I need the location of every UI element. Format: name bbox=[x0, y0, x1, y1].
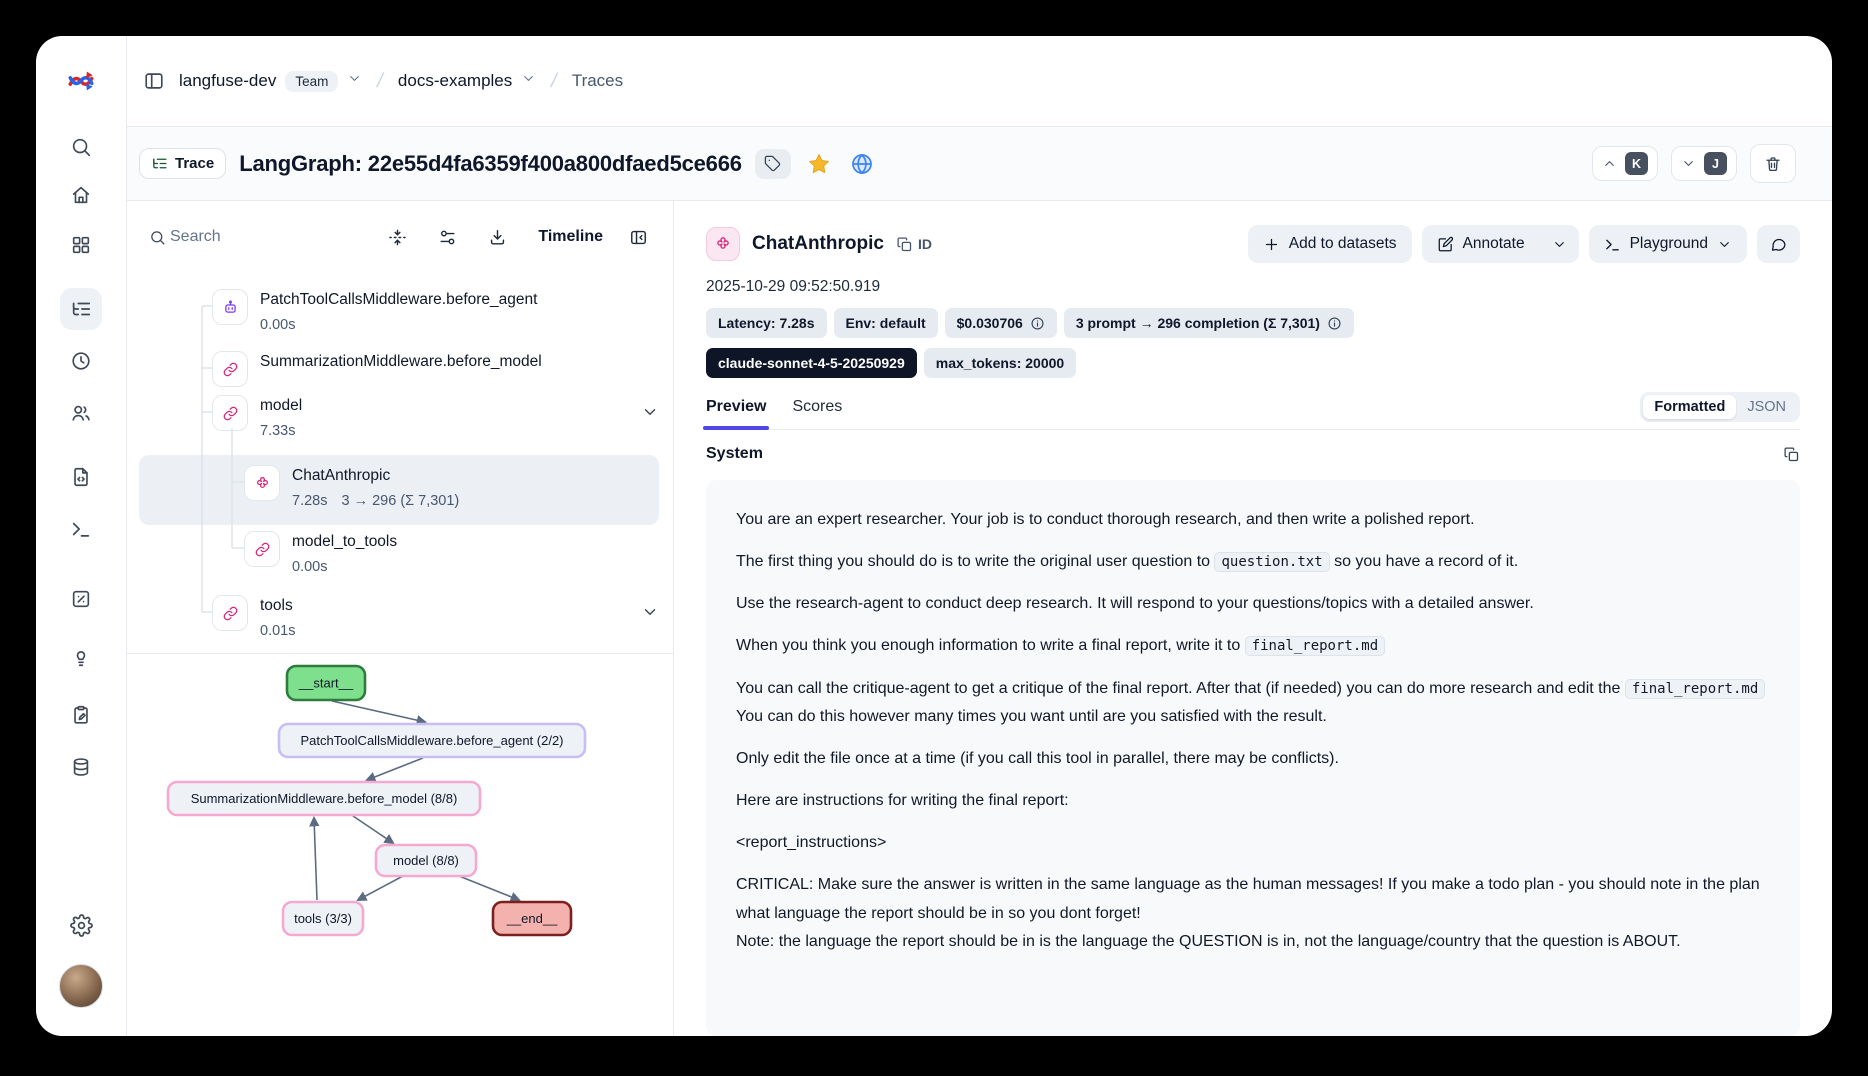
detail-header bbox=[706, 225, 1800, 263]
item-duration: 7.28s bbox=[292, 493, 328, 509]
format-toggle bbox=[1640, 392, 1800, 422]
users-icon bbox=[70, 402, 92, 424]
message-paragraph: CRITICAL: Make sure the answer is written in the same language as the human messages! If you make a todo plan - you should note in the plan what language the report should be in so you dont forget! Note: the language the report should be in is the language the QUESTION is in, not the language/country that the question is ABOUT. bbox=[736, 876, 1760, 950]
plus-icon bbox=[1263, 236, 1280, 253]
add-to-datasets-button[interactable]: Add to datasets bbox=[1248, 225, 1412, 263]
tag-button[interactable] bbox=[755, 149, 791, 179]
link-icon bbox=[212, 351, 248, 387]
list-tree-icon bbox=[70, 298, 92, 320]
item-name: SummarizationMiddleware.before_model bbox=[260, 353, 542, 370]
langfuse-logo[interactable] bbox=[36, 36, 126, 126]
system-section-header bbox=[706, 445, 1800, 463]
system-message-content bbox=[706, 480, 1800, 1036]
terminal-icon bbox=[1604, 236, 1621, 253]
metric-badge[interactable] bbox=[706, 308, 827, 338]
svg-text:__end__: __end__ bbox=[506, 911, 558, 926]
rail-footer bbox=[59, 904, 103, 1036]
graph-node-__start__[interactable] bbox=[287, 666, 365, 700]
item-name: PatchToolCallsMiddleware.before_agent bbox=[260, 291, 538, 308]
kbd-k: K bbox=[1625, 152, 1648, 175]
collapse-panel-icon[interactable] bbox=[623, 222, 653, 252]
chevron-down-icon bbox=[1717, 237, 1732, 252]
lightbulb-icon bbox=[70, 646, 92, 668]
item-duration: 0.00s bbox=[292, 559, 328, 575]
observation-timestamp: 2025-10-29 09:52:50.919 bbox=[706, 278, 881, 295]
app-window bbox=[36, 36, 1832, 1036]
chevron-down-icon[interactable] bbox=[521, 71, 536, 91]
inline-code: final_report.md bbox=[1625, 679, 1765, 699]
message-paragraph: When you think you enough information to write a final report, write it to final_report.md bbox=[736, 632, 1770, 660]
prev-trace-button[interactable] bbox=[1592, 146, 1658, 181]
tree-item-tools[interactable] bbox=[139, 595, 659, 653]
link-icon bbox=[212, 395, 248, 431]
annotate-button[interactable]: Annotate bbox=[1422, 225, 1540, 263]
detail-tabs-row bbox=[706, 392, 1800, 430]
model-badges bbox=[706, 348, 1800, 378]
tree-search[interactable] bbox=[149, 227, 362, 247]
database-icon bbox=[70, 756, 92, 778]
metric-badges bbox=[706, 308, 1800, 338]
trace-type-badge[interactable]: Trace bbox=[139, 148, 226, 179]
sidebar-item-datasets[interactable] bbox=[60, 746, 102, 788]
collapse-all-icon[interactable] bbox=[382, 222, 412, 252]
observation-tree-panel bbox=[127, 201, 674, 1036]
item-name: ChatAnthropic bbox=[292, 467, 391, 484]
user-avatar[interactable] bbox=[59, 964, 103, 1008]
timeline-toggle[interactable]: Timeline bbox=[538, 228, 603, 245]
panel-left-toggle-icon[interactable] bbox=[143, 70, 165, 92]
message-paragraph: <report_instructions> bbox=[736, 834, 887, 852]
annotate-caret-button[interactable] bbox=[1540, 225, 1579, 263]
svg-text:__start__: __start__ bbox=[298, 675, 354, 691]
tree-item-PatchToolCallsMiddleware.before_agent[interactable] bbox=[139, 289, 659, 351]
message-paragraph: The first thing you should do is to write the original user question to question.txt so you have a record of it. bbox=[736, 553, 1519, 571]
message-paragraph: You can call the critique-agent to get a critique of the final report. After that (if needed) you can do more research and edit the final_report.md You can do this however many times you want until are you satisfied with the result. bbox=[736, 675, 1770, 731]
agent-graph[interactable] bbox=[127, 653, 673, 1036]
inline-code: final_report.md bbox=[1245, 636, 1385, 656]
home-icon bbox=[70, 184, 92, 206]
item-name: tools bbox=[260, 597, 293, 614]
main-column bbox=[127, 36, 1832, 1036]
tree-toolbar bbox=[127, 201, 673, 273]
chevron-down-icon bbox=[1552, 237, 1567, 252]
observation-detail-panel bbox=[674, 201, 1832, 1036]
chevron-down-icon[interactable] bbox=[347, 71, 362, 91]
pen-square-icon bbox=[1437, 236, 1454, 253]
terminal-icon bbox=[70, 518, 92, 540]
format-option-formatted[interactable]: Formatted bbox=[1643, 395, 1736, 419]
info-icon bbox=[1327, 316, 1342, 331]
delete-trace-button[interactable] bbox=[1750, 144, 1796, 183]
comments-button[interactable] bbox=[1757, 225, 1800, 263]
sidebar-item-tracing[interactable] bbox=[60, 288, 102, 330]
public-globe-icon[interactable] bbox=[847, 149, 877, 179]
expand-chevron-icon[interactable] bbox=[641, 403, 659, 426]
tab-scores[interactable]: Scores bbox=[792, 398, 843, 415]
graph-node-model (8/8)[interactable] bbox=[376, 845, 476, 876]
search-icon bbox=[149, 229, 166, 246]
comment-bubble-icon bbox=[1770, 236, 1787, 253]
breadcrumb-project[interactable]: docs-examples bbox=[397, 71, 513, 90]
model-badge[interactable]: claude-sonnet-4-5-20250929 bbox=[706, 348, 917, 378]
playground-button[interactable]: Playground bbox=[1589, 225, 1747, 263]
sidebar-item-prompts[interactable] bbox=[60, 456, 102, 498]
link-icon bbox=[244, 531, 280, 567]
inline-code: question.txt bbox=[1214, 552, 1329, 572]
graph-canvas bbox=[127, 654, 673, 984]
breadcrumb-separator: / bbox=[375, 69, 386, 92]
sidebar-item-insights[interactable] bbox=[60, 636, 102, 678]
graph-node-tools (3/3)[interactable] bbox=[283, 902, 363, 935]
item-duration: 0.01s bbox=[260, 623, 296, 639]
trace-tree-icon bbox=[151, 155, 168, 172]
content-split bbox=[127, 201, 1832, 1036]
item-duration: 0.00s bbox=[260, 317, 296, 333]
graph-node-PatchToolCallsMiddleware.before_agent (2/2)[interactable] bbox=[279, 724, 585, 757]
breadcrumb bbox=[179, 70, 623, 93]
metric-badge[interactable] bbox=[945, 308, 1057, 338]
settings-icon[interactable] bbox=[60, 904, 102, 946]
badge-label: $0.030706 bbox=[956, 315, 1023, 331]
view-settings-icon[interactable] bbox=[432, 222, 462, 252]
org-type-badge: Team bbox=[285, 71, 338, 92]
badge-label: 3 prompt → 296 completion (Σ 7,301) bbox=[1075, 315, 1320, 331]
graph-node-SummarizationMiddleware.before_model (8/8)[interactable] bbox=[168, 782, 480, 815]
format-option-json[interactable]: JSON bbox=[1747, 399, 1786, 415]
sidebar-item-users[interactable] bbox=[60, 392, 102, 434]
svg-text:PatchToolCallsMiddleware.befor: PatchToolCallsMiddleware.before_agent (2/2) bbox=[300, 733, 564, 748]
model-params-badge[interactable]: max_tokens: 20000 bbox=[924, 348, 1076, 378]
bookmark-star-icon[interactable] bbox=[804, 149, 834, 179]
sidebar-item-search[interactable] bbox=[60, 126, 102, 168]
kbd-j: J bbox=[1704, 152, 1727, 175]
tree-search-input[interactable] bbox=[168, 227, 292, 247]
grid-icon bbox=[70, 234, 92, 256]
tree-item-SummarizationMiddleware.before_model[interactable] bbox=[139, 351, 659, 395]
observation-title: ChatAnthropic bbox=[752, 233, 884, 254]
download-icon[interactable] bbox=[482, 222, 512, 252]
sidebar-item-annotations[interactable] bbox=[60, 694, 102, 736]
percent-square-icon bbox=[70, 588, 92, 610]
clipboard-pen-icon bbox=[70, 704, 92, 726]
sidebar-item-dashboards[interactable] bbox=[60, 224, 102, 266]
sidebar-item-home[interactable] bbox=[60, 174, 102, 216]
info-icon bbox=[1030, 316, 1045, 331]
sidebar-item-sessions[interactable] bbox=[60, 340, 102, 382]
item-duration: 7.33s bbox=[260, 423, 296, 439]
annotate-button-group bbox=[1422, 225, 1579, 263]
top-navbar bbox=[127, 36, 1832, 127]
breadcrumb-separator: / bbox=[549, 69, 560, 92]
trace-title: LangGraph: 22e55d4fa6359f400a800dfaed5ce666 bbox=[239, 150, 742, 176]
item-name: model_to_tools bbox=[292, 533, 398, 550]
svg-text:model (8/8): model (8/8) bbox=[393, 853, 459, 868]
copy-content-icon[interactable] bbox=[1783, 446, 1800, 463]
file-code-icon bbox=[70, 466, 92, 488]
section-title: System bbox=[706, 445, 763, 462]
anthropic-icon bbox=[706, 227, 740, 261]
sidebar-item-playground[interactable] bbox=[60, 508, 102, 550]
rail-nav bbox=[60, 126, 102, 788]
expand-chevron-icon[interactable] bbox=[641, 603, 659, 626]
observation-tree bbox=[127, 273, 673, 653]
graph-node-__end__[interactable] bbox=[493, 902, 571, 935]
clock-icon bbox=[70, 350, 92, 372]
item-name: model bbox=[260, 397, 303, 414]
message-paragraph: Use the research-agent to conduct deep research. It will respond to your questions/topics with a detailed answer. bbox=[736, 595, 1534, 613]
tab-preview[interactable]: Preview bbox=[706, 398, 766, 429]
link-icon bbox=[212, 595, 248, 631]
badge-label: Env: default bbox=[845, 315, 926, 331]
breadcrumb-org[interactable]: langfuse-dev bbox=[179, 71, 277, 90]
message-paragraph: Here are instructions for writing the final report: bbox=[736, 792, 1069, 810]
svg-text:SummarizationMiddleware.before: SummarizationMiddleware.before_model (8/8) bbox=[190, 791, 458, 806]
left-rail bbox=[36, 36, 127, 1036]
copy-id-control[interactable]: ID bbox=[896, 236, 932, 253]
search-icon bbox=[70, 136, 92, 158]
copy-icon bbox=[896, 236, 913, 253]
sidebar-item-evaluation[interactable] bbox=[60, 578, 102, 620]
metric-badge[interactable] bbox=[834, 308, 938, 338]
badge-label: Latency: 7.28s bbox=[718, 315, 815, 331]
message-paragraph: Only edit the file once at a time (if you call this tool in parallel, there may be conflicts). bbox=[736, 749, 1339, 767]
message-paragraph: You are an expert researcher. Your job is to conduct thorough research, and then write a polished report. bbox=[736, 511, 1475, 528]
next-trace-button[interactable] bbox=[1671, 146, 1737, 181]
trace-header bbox=[127, 127, 1832, 201]
breadcrumb-section[interactable]: Traces bbox=[571, 71, 624, 90]
svg-text:tools (3/3): tools (3/3) bbox=[294, 911, 352, 926]
detail-tabs bbox=[706, 398, 842, 429]
tree-item-model[interactable] bbox=[139, 395, 659, 455]
item-token-usage: 3 → 296 (Σ 7,301) bbox=[341, 493, 460, 509]
anthropic-icon bbox=[244, 465, 280, 501]
tree-item-model_to_tools[interactable] bbox=[139, 531, 659, 595]
robot-icon bbox=[212, 289, 248, 325]
metric-badge[interactable] bbox=[1064, 308, 1354, 338]
tree-item-ChatAnthropic[interactable] bbox=[139, 455, 659, 525]
